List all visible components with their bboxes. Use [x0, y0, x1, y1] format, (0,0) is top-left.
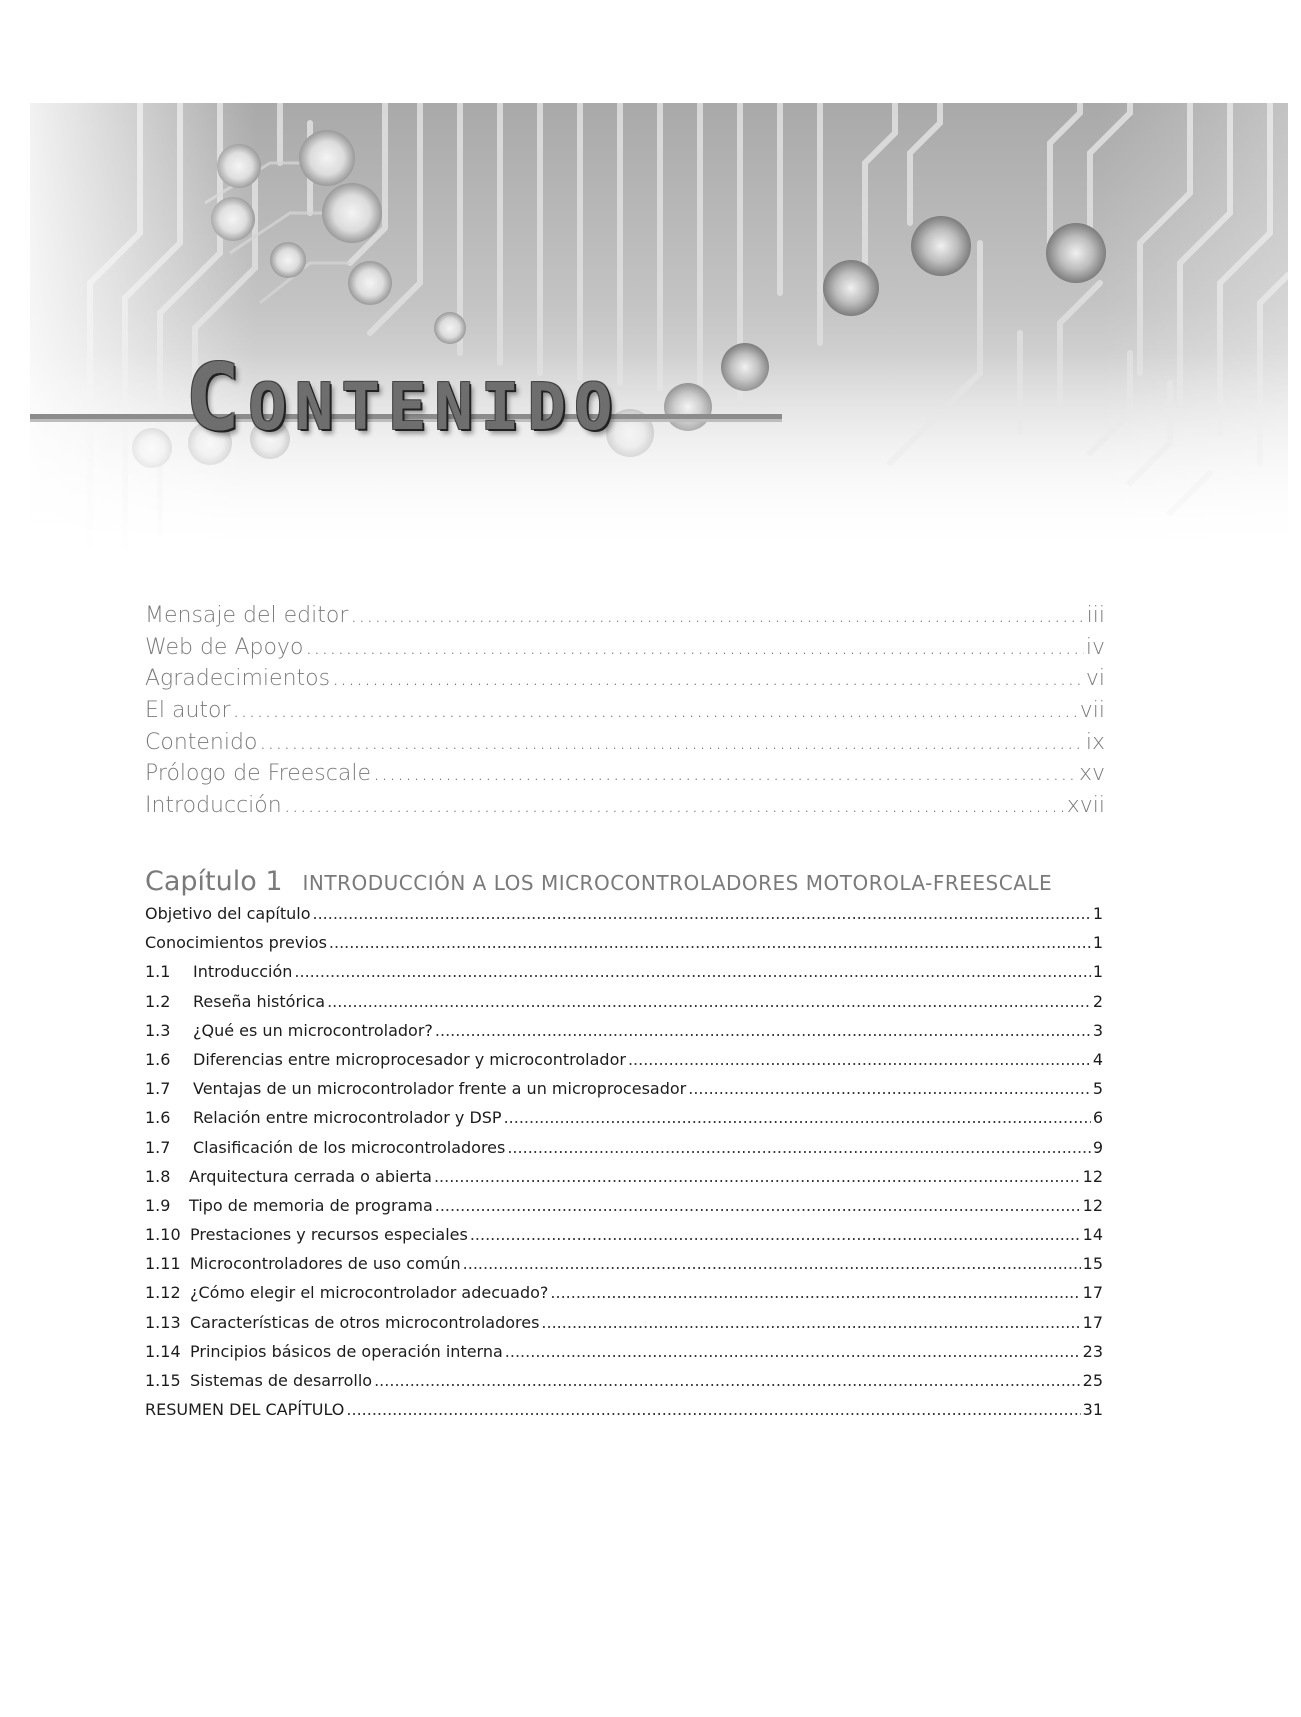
section-number: 1.15 [145, 1371, 181, 1390]
toc-entry-label: ¿Cómo elegir el microcontrolador adecuado? [190, 1283, 549, 1303]
toc-entry-label: Relación entre microcontrolador y DSP [193, 1108, 502, 1128]
section-number: 1.14 [145, 1341, 181, 1361]
chapter-title: INTRODUCCIÓN A LOS MICROCONTROLADORES MOTOROLA-FREESCALE [302, 871, 1053, 895]
toc-entry[interactable] [145, 1079, 1103, 1108]
toc-entry-page: 4 [1092, 1049, 1103, 1069]
toc-entry-page: 23 [1082, 1341, 1103, 1361]
toc-entry[interactable] [145, 1342, 1103, 1371]
chapter-label: Capítulo 1 [145, 866, 283, 897]
toc-entry-label: El autor [145, 698, 231, 724]
page-title [185, 344, 621, 451]
dot-leader [346, 1400, 1080, 1419]
toc-entry-page: 1 [1092, 962, 1103, 982]
section-number: 1.3 [145, 1020, 171, 1040]
toc-entry-page: 1 [1092, 933, 1103, 953]
toc-entry[interactable] [145, 1167, 1103, 1196]
dot-leader [350, 603, 1084, 628]
section-number: 1.1 [145, 962, 171, 982]
toc-entry-label: Contenido [145, 729, 258, 755]
toc-entry-page: xv [1078, 761, 1105, 787]
toc-entry[interactable] [145, 962, 1103, 991]
dot-leader [284, 793, 1065, 818]
toc-entry-label: Clasificación de los microcontroladores [193, 1137, 506, 1157]
circuit-board-banner [30, 103, 1288, 555]
toc-entry[interactable] [145, 603, 1105, 635]
toc-entry-label: Agradecimientos [145, 666, 331, 692]
toc-entry-label: Conocimientos previos [145, 933, 327, 953]
toc-entry[interactable] [145, 1108, 1103, 1137]
dot-leader [550, 1283, 1080, 1302]
toc-entry[interactable] [145, 1050, 1103, 1079]
dot-leader [505, 1342, 1081, 1361]
toc-entry-page: xvii [1066, 793, 1105, 819]
section-number: 1.11 [145, 1254, 181, 1274]
toc-entry-label: Prólogo de Freescale [145, 761, 371, 787]
toc-entry-label: Prestaciones y recursos especiales [190, 1225, 468, 1245]
toc-entry-page: 2 [1092, 991, 1103, 1011]
toc-entry-page: 25 [1082, 1371, 1103, 1390]
toc-entry-label: Tipo de memoria de programa [189, 1195, 433, 1215]
section-number: 1.10 [145, 1225, 181, 1245]
dot-leader [374, 1371, 1081, 1390]
toc-entry-page: 6 [1092, 1108, 1103, 1128]
toc-entry-page: 12 [1082, 1166, 1103, 1186]
toc-entry-label: Arquitectura cerrada o abierta [189, 1166, 432, 1186]
toc-entry-page: 31 [1082, 1400, 1103, 1420]
toc-entry-label: Microcontroladores de uso común [190, 1254, 461, 1274]
toc-entry-label: RESUMEN DEL CAPÍTULO [145, 1400, 345, 1420]
toc-entry-label: Ventajas de un microcontrolador frente a un microprocesador [193, 1079, 687, 1099]
section-number: 1.12 [145, 1283, 181, 1303]
front-matter-list [145, 603, 1105, 825]
dot-leader [504, 1108, 1091, 1127]
dot-leader [327, 992, 1091, 1011]
toc-entry-page: 14 [1082, 1225, 1103, 1245]
toc-entry[interactable] [145, 793, 1105, 825]
dot-leader [312, 904, 1090, 923]
section-number: 1.8 [145, 1166, 171, 1186]
dot-leader [463, 1254, 1081, 1273]
dot-leader [373, 761, 1077, 786]
toc-entry-label: Web de Apoyo [145, 634, 304, 660]
dot-leader [329, 933, 1091, 952]
section-number: 1.2 [145, 991, 171, 1011]
toc-entry-page: vii [1079, 698, 1105, 724]
dot-leader [435, 1021, 1091, 1040]
toc-entry[interactable] [145, 761, 1105, 793]
dot-leader [294, 962, 1090, 981]
toc-entry-page: 12 [1082, 1195, 1103, 1215]
toc-entry-label: Características de otros microcontroladores [190, 1312, 540, 1332]
toc-entry-label: Diferencias entre microprocesador y microcontrolador [193, 1049, 626, 1069]
dot-leader [507, 1138, 1090, 1157]
title-rest: ONTENIDO [248, 371, 621, 445]
toc-entry[interactable] [145, 666, 1105, 698]
toc-entry-label: ¿Qué es un microcontrolador? [193, 1020, 433, 1040]
title-initial: C [185, 344, 249, 451]
toc-entry-page: 3 [1092, 1020, 1103, 1040]
toc-entry-label: Mensaje del editor [145, 603, 349, 628]
toc-entry[interactable] [145, 1400, 1103, 1429]
dot-leader [259, 730, 1083, 755]
toc-entry[interactable] [145, 904, 1103, 933]
toc-entry[interactable] [145, 1283, 1103, 1312]
toc-entry-label: Reseña histórica [193, 991, 326, 1011]
toc-entry-label: Principios básicos de operación interna [190, 1341, 503, 1361]
dot-leader [233, 698, 1078, 723]
toc-entry-page: 15 [1082, 1254, 1103, 1274]
section-number: 1.9 [145, 1195, 171, 1215]
section-number: 1.7 [145, 1137, 171, 1157]
section-number: 1.6 [145, 1108, 171, 1128]
toc-entry-label: Objetivo del capítulo [145, 904, 311, 923]
chapter-toc-list [145, 904, 1103, 1429]
toc-entry-page: 5 [1092, 1079, 1103, 1099]
toc-entry-page: 17 [1082, 1312, 1103, 1332]
toc-entry-label: Introducción [193, 962, 293, 982]
section-number: 1.7 [145, 1079, 171, 1099]
dot-leader [435, 1196, 1081, 1215]
dot-leader [305, 635, 1083, 660]
toc-entry-label: Sistemas de desarrollo [190, 1371, 373, 1390]
toc-entry[interactable] [145, 1225, 1103, 1254]
toc-entry-page: vi [1085, 666, 1105, 692]
chapter-heading [145, 866, 1105, 897]
section-number: 1.13 [145, 1312, 181, 1332]
toc-entry[interactable] [145, 1313, 1103, 1342]
toc-entry[interactable] [145, 992, 1103, 1021]
toc-entry-label: Introducción [145, 793, 282, 819]
toc-entry[interactable] [145, 1371, 1103, 1400]
toc-entry[interactable] [145, 1196, 1103, 1225]
toc-entry-page: iii [1086, 603, 1105, 628]
toc-entry[interactable] [145, 933, 1103, 962]
toc-entry-page: 17 [1082, 1283, 1103, 1303]
dot-leader [688, 1079, 1091, 1098]
dot-leader [470, 1225, 1081, 1244]
toc-entry-page: 9 [1092, 1137, 1103, 1157]
toc-entry[interactable] [145, 1021, 1103, 1050]
dot-leader [628, 1050, 1091, 1069]
toc-entry[interactable] [145, 1138, 1103, 1167]
section-number: 1.6 [145, 1049, 171, 1069]
toc-entry-page: ix [1085, 729, 1105, 755]
toc-entry[interactable] [145, 635, 1105, 667]
toc-entry[interactable] [145, 698, 1105, 730]
toc-entry[interactable] [145, 1254, 1103, 1283]
dot-leader [434, 1167, 1081, 1186]
toc-entry-page: iv [1085, 634, 1105, 660]
toc-entry-page: 1 [1092, 904, 1103, 923]
dot-leader [332, 666, 1084, 691]
dot-leader [541, 1313, 1080, 1332]
toc-entry[interactable] [145, 730, 1105, 762]
